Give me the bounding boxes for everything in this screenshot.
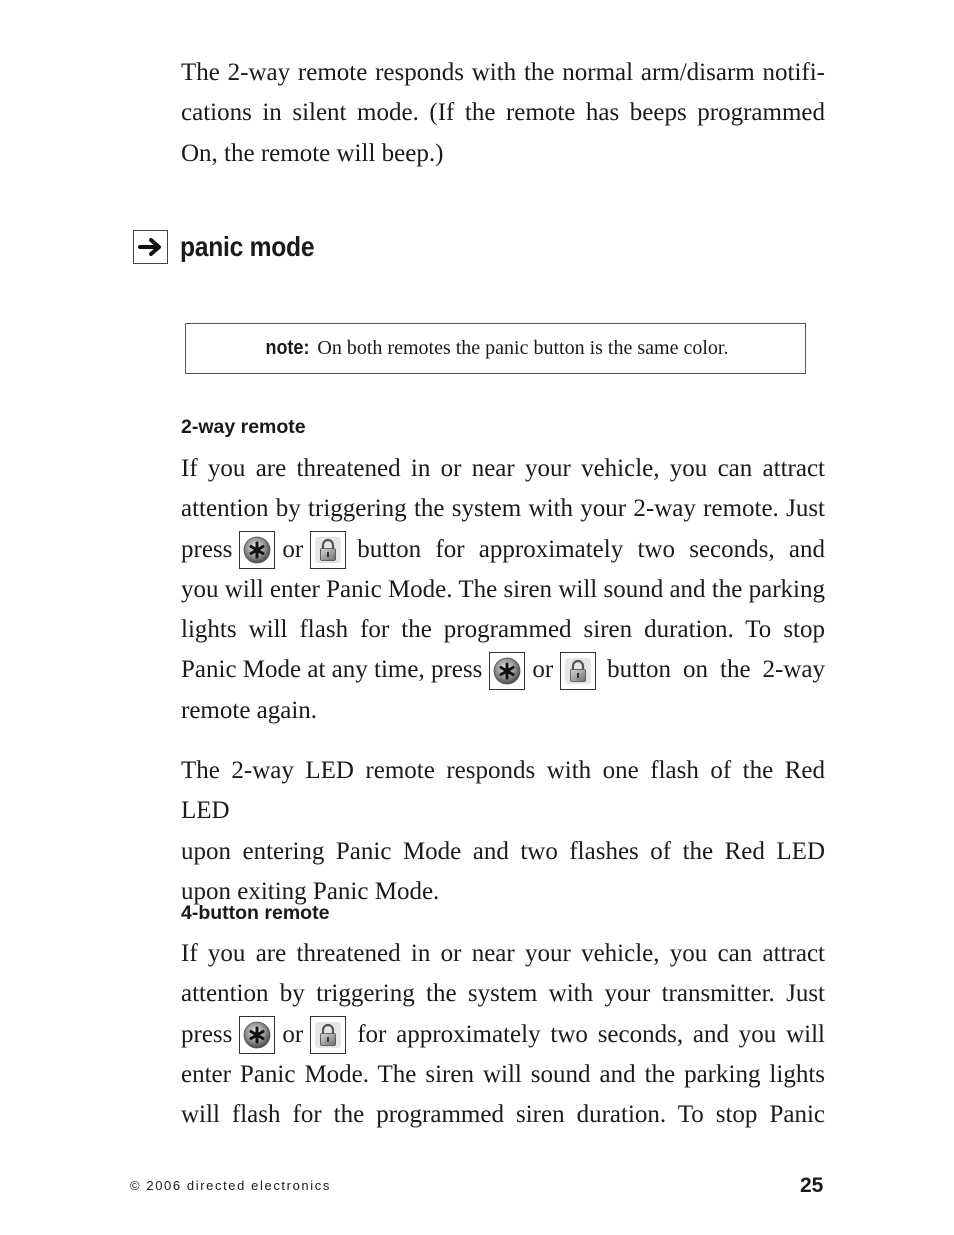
note-box <box>185 323 806 374</box>
asterisk-button-icon <box>239 1016 275 1054</box>
text-line: press or button for approximately two seconds, and <box>181 530 825 570</box>
text-line: lights will flash for the programmed siren duration. To stop <box>181 616 825 644</box>
text-line: If you are threatened in or near your vehicle, you can attract <box>181 940 825 967</box>
right-arrow-icon <box>133 230 168 264</box>
text-line: remote again. <box>181 696 318 724</box>
lock-button-icon <box>560 652 596 690</box>
text-line: upon entering Panic Mode and two flashes of the Red LED <box>181 837 825 865</box>
intro-line: cations in silent mode. (If the remote has beeps programmed <box>181 99 825 127</box>
four-button-paragraph <box>181 934 825 1135</box>
text-line: upon exiting Panic Mode. <box>181 877 440 905</box>
text-line: press or for approximately two seconds, and you will <box>181 1015 825 1055</box>
intro-line: On, the remote will beep.) <box>181 139 444 167</box>
section-title: panic mode <box>180 231 315 262</box>
intro-paragraph <box>181 53 825 174</box>
intro-line: The 2-way remote responds with the normal arm/disarm notifi- <box>181 59 825 86</box>
text-line: you will enter Panic Mode. The siren will sound and the parking <box>181 575 825 603</box>
text-line: will flash for the programmed siren duration. To stop Panic <box>181 1101 825 1129</box>
note-label: note: <box>264 337 309 359</box>
section-header <box>133 228 333 266</box>
lock-button-icon <box>310 531 346 569</box>
two-way-led-paragraph <box>181 751 825 912</box>
asterisk-button-icon <box>239 531 275 569</box>
text-line: If you are threatened in or near your vehicle, you can attract <box>181 455 825 482</box>
lock-button-icon <box>310 1016 346 1054</box>
text-line: attention by triggering the system with your 2-way remote. Just <box>181 495 825 523</box>
two-way-paragraph <box>181 449 825 731</box>
asterisk-button-icon <box>489 652 525 690</box>
text-line: Panic Mode at any time, press or button on the 2-way <box>181 650 825 690</box>
note-text: On both remotes the panic button is the same color. <box>317 337 729 359</box>
subheading-4-button-remote: 4-button remote <box>181 902 330 924</box>
text-line: enter Panic Mode. The siren will sound and the parking lights <box>181 1060 825 1088</box>
subheading-2-way-remote: 2-way remote <box>181 416 306 438</box>
page-number: 25 <box>800 1174 824 1197</box>
text-line: attention by triggering the system with your transmitter. Just <box>181 980 825 1008</box>
copyright-footer: © 2006 directed electronics <box>130 1178 331 1193</box>
text-line: The 2-way LED remote responds with one flash of the Red LED <box>181 757 825 825</box>
